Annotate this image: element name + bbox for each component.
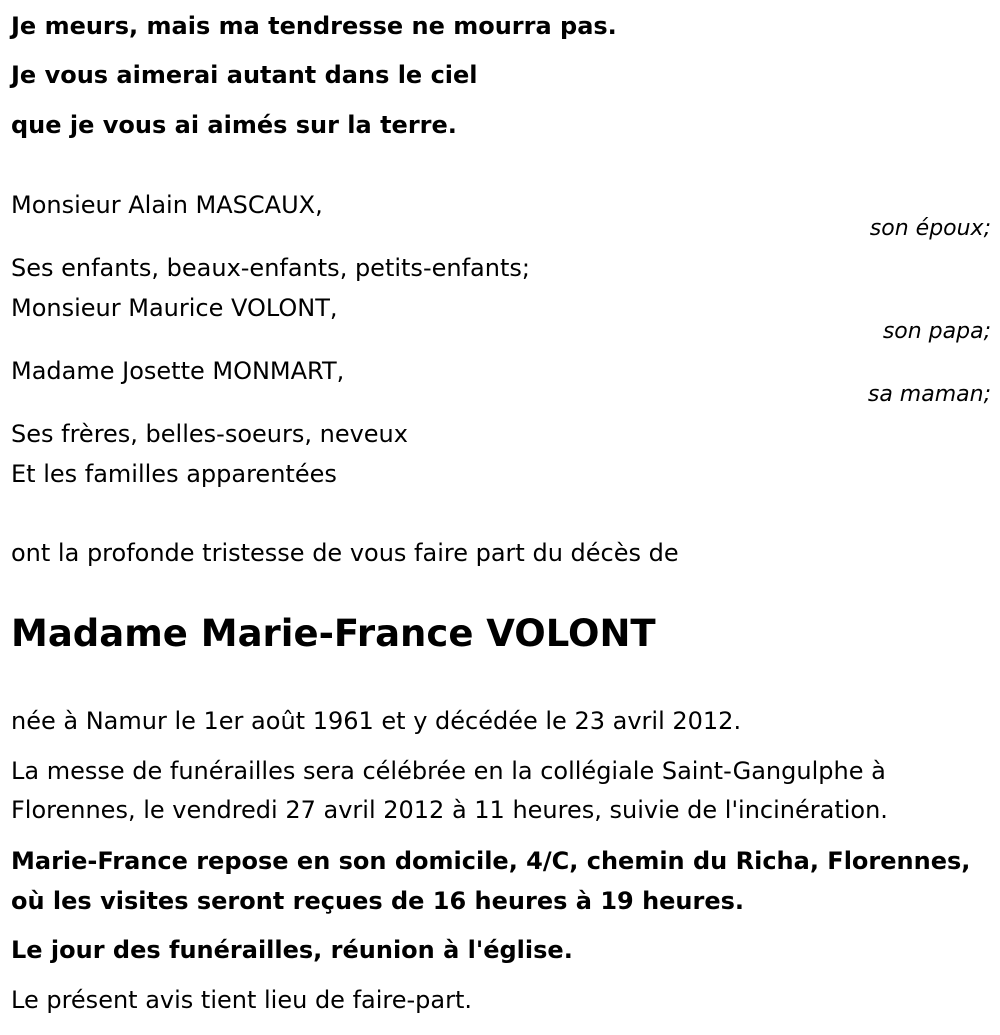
relatives-line: Et les familles apparentées <box>11 460 337 488</box>
father-name: Monsieur Maurice VOLONT, <box>11 294 338 322</box>
mass-line-2: Florennes, le vendredi 27 avril 2012 à 11 heures, suivie de l'incinération. <box>11 796 888 824</box>
spouse-name: Monsieur Alain MASCAUX, <box>11 191 323 219</box>
birth-death-line: née à Namur le 1er août 1961 et y décédée le 23 avril 2012. <box>11 707 742 735</box>
notice-line: Le présent avis tient lieu de faire-part. <box>11 986 473 1014</box>
mass-line-1: La messe de funérailles sera célébrée en la collégiale Saint-Gangulphe à <box>11 757 886 785</box>
reunion-line: Le jour des funérailles, réunion à l'église. <box>11 936 573 964</box>
quote-line-2: Je vous aimerai autant dans le ciel <box>11 61 478 89</box>
deceased-name: Madame Marie-France VOLONT <box>11 612 656 655</box>
mother-name: Madame Josette MONMART, <box>11 357 345 385</box>
quote-line-3: que je vous ai aimés sur la terre. <box>11 111 457 139</box>
repose-line-2: où les visites seront reçues de 16 heures à 19 heures. <box>11 887 745 915</box>
children-line: Ses enfants, beaux-enfants, petits-enfants; <box>11 254 530 282</box>
father-relation: son papa; <box>882 319 991 344</box>
repose-line-1: Marie-France repose en son domicile, 4/C, chemin du Richa, Florennes, <box>11 847 971 875</box>
spouse-relation: son époux; <box>869 216 991 241</box>
siblings-line: Ses frères, belles-soeurs, neveux <box>11 420 408 448</box>
mother-relation: sa maman; <box>867 382 991 407</box>
announcement-text: ont la profonde tristesse de vous faire part du décès de <box>11 539 679 567</box>
quote-line-1: Je meurs, mais ma tendresse ne mourra pas. <box>11 12 617 40</box>
